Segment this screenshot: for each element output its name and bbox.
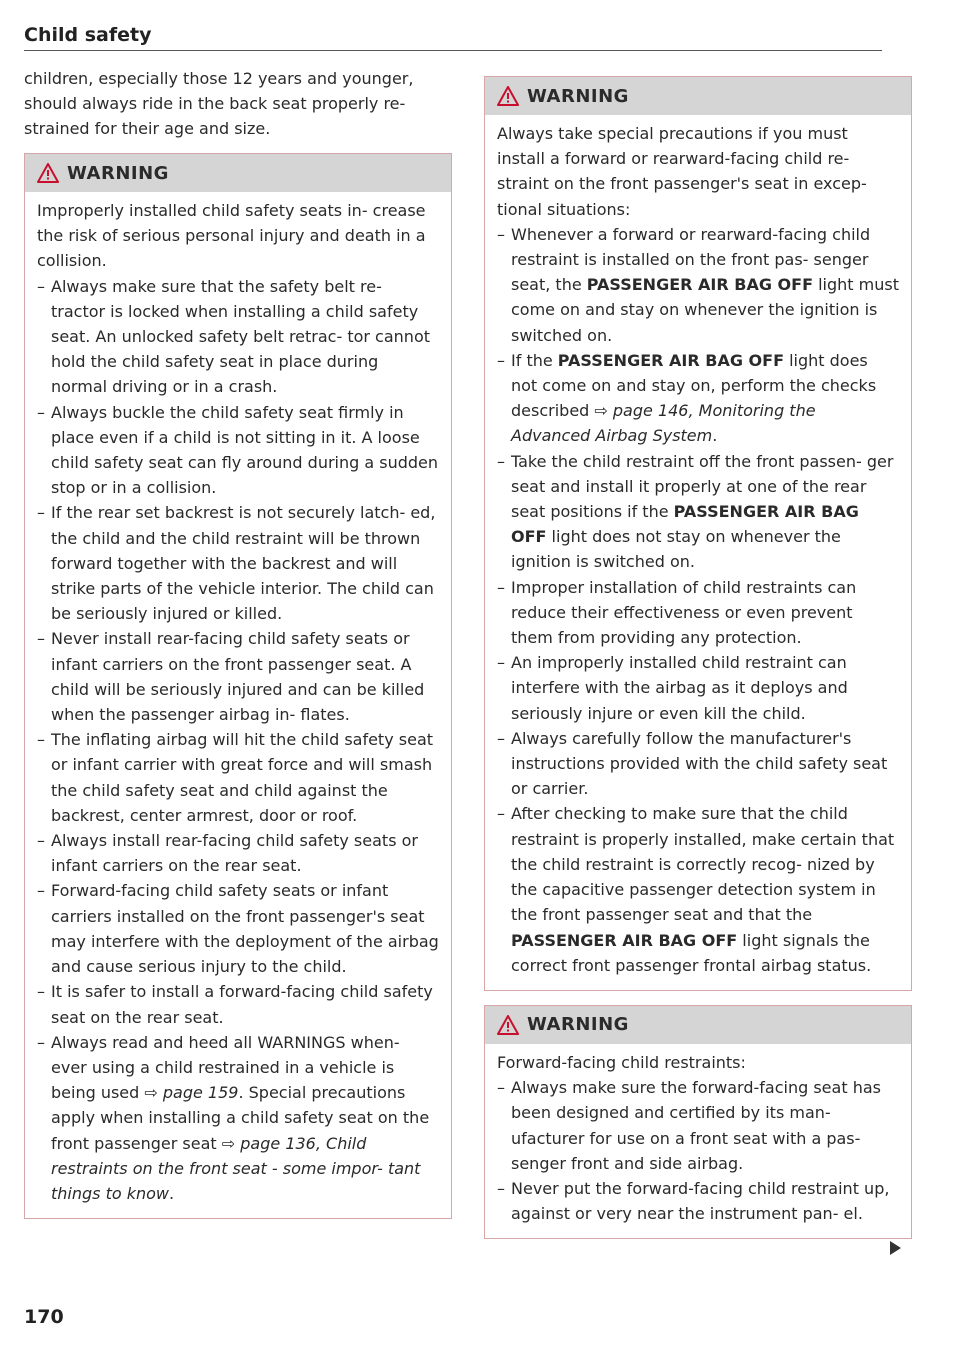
continue-arrow-icon xyxy=(888,1240,902,1256)
left-column xyxy=(24,66,452,1219)
warning-triangle-icon xyxy=(497,1015,519,1035)
list-item: – It is safer to install a forward-facing child safety seat on the rear seat. xyxy=(37,982,433,1027)
list-item: – If the rear set backrest is not securely latch- ed, the child and the child restraint will be thrown forward together with the backrest and will strike parts of the vehicle interior. The child can be seriously injured or killed. xyxy=(37,503,436,624)
list-item: – Whenever a forward or rearward-facing child restraint is installed on the front pas- senger seat, the PASSENGER AIR BAG OFF light must come on and stay on whenever the ignition is switched on. xyxy=(497,224,899,345)
warning-intro: Improperly installed child safety seats in- crease the risk of serious personal injury and death in a collision. xyxy=(37,201,426,271)
warning-body xyxy=(25,192,451,1218)
warning-title: WARNING xyxy=(67,162,169,184)
warning-title: WARNING xyxy=(527,85,629,107)
list-item: – Take the child restraint off the front passen- ger seat and install it properly at one of the rear seat positions if the PASSENGER AIR BAG OFF light does not stay on whenever the ignition is switched on. xyxy=(497,451,894,572)
warning-intro: Forward-facing child restraints: xyxy=(497,1052,746,1072)
warning-header xyxy=(25,154,451,192)
intro-paragraph: children, especially those 12 years and younger, should always ride in the back seat properly re- strained for their age and size. xyxy=(24,69,414,138)
warning-body xyxy=(485,1044,911,1238)
list-item: – Improper installation of child restraints can reduce their effectiveness or even prevent them from providing any protection. xyxy=(497,577,857,648)
list-item: – The inflating airbag will hit the child safety seat or infant carrier with great force and will smash the child safety seat and child against the backrest, center armrest, door or roof. xyxy=(37,730,434,825)
list-item: – Always carefully follow the manufacturer's instructions provided with the child safety seat or carrier. xyxy=(497,728,888,799)
indicator-light-name: PASSENGER AIR BAG OFF xyxy=(586,275,813,295)
list-item: – Always make sure that the safety belt re- tractor is locked when installing a child safety seat. An unlocked safety belt retrac- tor cannot hold the child safety seat in place during normal driving or in a crash. xyxy=(37,276,430,397)
list-item: – Never put the forward-facing child restraint up, against or very near the instrument pan- el. xyxy=(497,1178,890,1224)
warning-triangle-icon xyxy=(37,163,59,183)
warning-header xyxy=(485,1006,911,1044)
warning-box xyxy=(484,1005,912,1239)
list-item: – Never install rear-facing child safety seats or infant carriers on the front passenger seat. A child will be seriously injured and can be killed when the passenger airbag in- flates. xyxy=(37,629,425,725)
list-item: – Always make sure the forward-facing seat has been designed and certified by its man- ufacturer for use on a front seat with a pas- senger front and side airbag. xyxy=(497,1078,881,1173)
warning-box xyxy=(484,76,912,991)
list-item: – Always buckle the child safety seat firmly in place even if a child is not sitting in it. A loose child safety seat can fly around during a sudden stop or in a collision. xyxy=(37,402,439,498)
warning-title: WARNING xyxy=(527,1014,629,1036)
indicator-light-name: PASSENGER AIR BAG OFF xyxy=(511,502,859,547)
page-title: Child safety xyxy=(24,24,152,46)
warning-box xyxy=(24,153,452,1219)
warning-body xyxy=(485,115,911,990)
indicator-light-name: PASSENGER AIR BAG OFF xyxy=(557,350,784,370)
header-divider xyxy=(24,50,882,51)
warning-intro: Always take special precautions if you must install a forward or rearward-facing child re- straint on the front passenger's seat in excep- tional situations: xyxy=(497,124,867,219)
list-item: – Always install rear-facing child safety seats or infant carriers on the rear seat. xyxy=(37,831,418,876)
list-item: – Always read and heed all WARNINGS when- ever using a child restrained in a vehicle is being used ⇨ page 159. Special precautions apply when installing a child safety seat on the front passenger seat ⇨ page 136, Child restraints on the front seat - some impor- tant things to know. xyxy=(37,1032,430,1203)
page-reference-link[interactable]: ⇨ page 146, Monitoring the Advanced Airbag System xyxy=(511,401,816,446)
page-number: 170 xyxy=(24,1306,64,1328)
page-reference-link[interactable]: ⇨ page 136, Child restraints on the front seat - some impor- tant things to know xyxy=(51,1133,421,1203)
list-item: – Forward-facing child safety seats or infant carriers installed on the front passenger's seat may interfere with the deployment of the airbag and cause serious injury to the child. xyxy=(37,881,439,977)
page-reference-link[interactable]: ⇨ page 159 xyxy=(144,1083,239,1103)
warning-triangle-icon xyxy=(497,86,519,106)
list-item: – If the PASSENGER AIR BAG OFF light does not come on and stay on, perform the checks described ⇨ page 146, Monitoring the Advanced Airbag System. xyxy=(497,350,877,446)
warning-header xyxy=(485,77,911,115)
list-item: – After checking to make sure that the child restraint is properly installed, make certain that the child restraint is correctly recog- nized by the capacitive passenger detection system in the front passenger seat and that the PASSENGER AIR BAG OFF light signals the correct front passenger frontal airbag status. xyxy=(497,804,895,975)
indicator-light-name: PASSENGER AIR BAG OFF xyxy=(511,930,738,950)
right-column xyxy=(484,76,912,1239)
list-item: – An improperly installed child restraint can interfere with the airbag as it deploys and seriously injure or even kill the child. xyxy=(497,653,848,723)
